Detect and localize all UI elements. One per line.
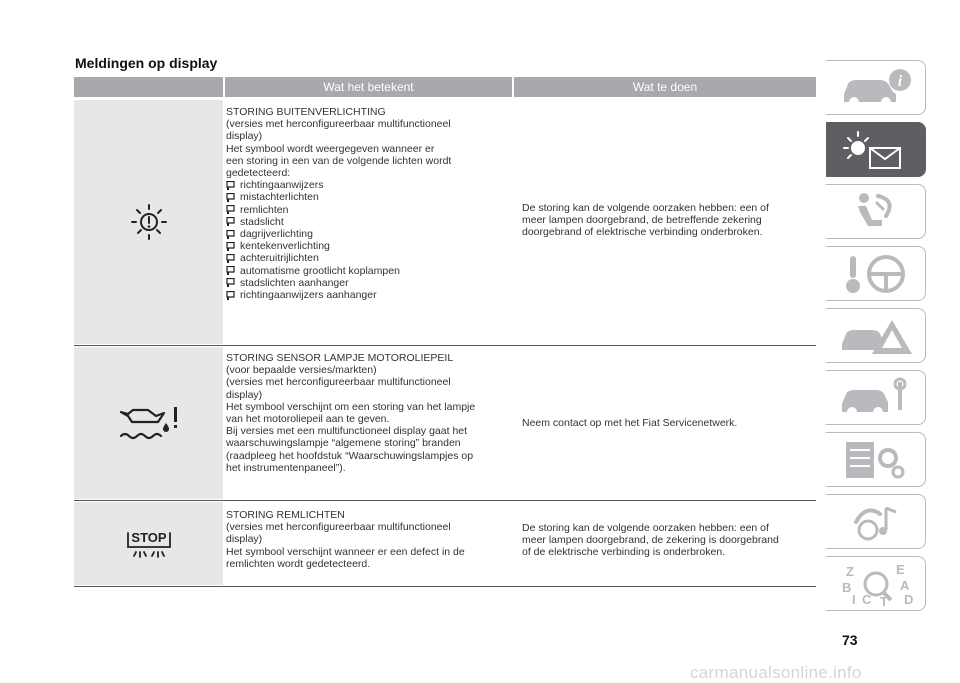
action-line: doorgebrand of elektrische verbinding onderbroken. xyxy=(522,226,763,239)
meaning-line: STORING BUITENVERLICHTING xyxy=(226,106,386,118)
icon-cell xyxy=(74,347,223,499)
header-icon-column xyxy=(74,77,223,97)
action-line: meer lampen doorgebrand, de zekering is doorgebrand xyxy=(522,534,779,547)
list-item-label: stadslichten aanhanger xyxy=(240,276,349,289)
meaning-text xyxy=(226,106,516,301)
meaning-line: een storing in een van de volgende lichten wordt xyxy=(226,154,452,167)
list-item xyxy=(226,252,516,264)
list-item xyxy=(226,265,516,277)
meaning-line: gedetecteerd: xyxy=(226,167,291,180)
action-line: of de elektrische verbinding is onderbroken. xyxy=(522,546,726,559)
list-item xyxy=(226,240,516,252)
safety-tab[interactable] xyxy=(826,184,926,239)
action-text xyxy=(522,522,814,559)
page-title: Meldingen op display xyxy=(75,55,218,71)
index-letter: D xyxy=(903,591,913,606)
watermark: carmanualsonline.info xyxy=(690,663,862,682)
meaning-line: waarschuwingslampje “algemene storing” branden xyxy=(226,437,461,450)
meaning-line: STORING REMLICHTEN xyxy=(226,509,345,521)
technical-data-tab[interactable] xyxy=(826,432,926,487)
list-item-label: mistachterlichten xyxy=(240,191,319,204)
row-divider xyxy=(74,345,816,346)
table-row xyxy=(74,347,816,499)
list-item-label: richtingaanwijzers aanhanger xyxy=(240,289,377,302)
warning-lights-tab-icon xyxy=(836,128,916,172)
meaning-line: van het motoroliepeil aan te geven. xyxy=(226,413,390,426)
list-item xyxy=(226,191,516,203)
meaning-line: (versies met herconfigureerbaar multifunctioneel xyxy=(226,376,451,389)
list-item xyxy=(226,204,516,216)
icon-cell xyxy=(74,502,223,585)
list-item-label: remlichten xyxy=(240,203,289,216)
bulb-icon xyxy=(226,205,235,214)
meaning-line: het instrumentenpaneel”). xyxy=(226,461,346,474)
maintenance-tab-icon xyxy=(836,376,916,420)
bulb-icon xyxy=(226,242,235,251)
meaning-line: Het symbool wordt weergegeven wanneer er xyxy=(226,142,435,155)
action-line: De storing kan de volgende oorzaken hebben: een of xyxy=(522,202,769,214)
starting-driving-tab-icon xyxy=(836,252,916,296)
table-row xyxy=(74,100,816,344)
starting-driving-tab[interactable] xyxy=(826,246,926,301)
bulb-icon xyxy=(226,266,235,275)
index-letter: A xyxy=(899,577,909,593)
action-line: meer lampen doorgebrand, de betreffende zekering xyxy=(522,214,762,227)
meaning-line: (voor bepaalde versies/markten) xyxy=(226,364,377,377)
meaning-line: Het symbool verschijnt om een storing van het lampje xyxy=(226,400,476,413)
action-line: De storing kan de volgende oorzaken hebben: een of xyxy=(522,522,769,534)
index-letter: B xyxy=(841,579,851,595)
car-info-tab[interactable] xyxy=(826,60,926,115)
meaning-line: Bij versies met een multifunctioneel display gaat het xyxy=(226,425,468,438)
bulb-icon xyxy=(226,230,235,239)
row-divider xyxy=(74,586,816,587)
page-number: 73 xyxy=(842,632,858,648)
list-item-label: automatisme grootlicht koplampen xyxy=(240,264,400,277)
meaning-text xyxy=(226,352,516,474)
meaning-line: display) xyxy=(226,533,263,546)
bulb-icon xyxy=(226,254,235,263)
maintenance-tab[interactable] xyxy=(826,370,926,425)
meaning-line: Het symbool verschijnt wanneer er een defect in de xyxy=(226,545,465,558)
oil-level-sensor-icon xyxy=(118,403,180,443)
header-meaning: Wat het betekent xyxy=(225,77,512,97)
meaning-line: (versies met herconfigureerbaar multifunctioneel xyxy=(226,118,451,131)
action-text xyxy=(522,202,814,239)
action-text xyxy=(522,417,814,429)
list-item xyxy=(226,277,516,289)
stop-label: STOP xyxy=(130,529,167,545)
svg-text:i: i xyxy=(897,72,902,90)
list-item xyxy=(226,179,516,191)
meaning-line: (versies met herconfigureerbaar multifunctioneel xyxy=(226,521,451,534)
warning-lights-tab[interactable] xyxy=(826,122,926,177)
emergency-tab[interactable] xyxy=(826,308,926,363)
bulb-icon xyxy=(226,193,235,202)
index-letter: C xyxy=(861,591,871,606)
bulb-icon xyxy=(226,291,235,300)
meaning-line: display) xyxy=(226,388,263,401)
bulb-icon xyxy=(226,217,235,226)
table-row xyxy=(74,502,816,585)
index-tab[interactable] xyxy=(826,556,926,611)
list-item xyxy=(226,228,516,240)
icon-cell xyxy=(74,100,223,344)
header-action: Wat te doen xyxy=(514,77,816,97)
meaning-text xyxy=(226,509,516,570)
meaning-line: display) xyxy=(226,130,263,143)
exterior-light-failure-icon xyxy=(129,202,169,242)
action-line: Neem contact op met het Fiat Servicenetwerk. xyxy=(522,417,738,429)
technical-data-tab-icon xyxy=(836,438,916,482)
list-item-label: kentekenverlichting xyxy=(240,240,330,253)
list-item xyxy=(226,216,516,228)
index-letter: Z xyxy=(845,563,854,579)
bulb-icon xyxy=(226,181,235,190)
meaning-line: remlichten wordt gedetecteerd. xyxy=(226,557,371,570)
index-letter: T xyxy=(879,593,888,606)
multimedia-tab[interactable] xyxy=(826,494,926,549)
meaning-line: STORING SENSOR LAMPJE MOTOROLIEPEIL xyxy=(226,352,454,364)
list-item-label: dagrijverlichting xyxy=(240,228,313,241)
index-letter: I xyxy=(851,591,856,606)
row-divider xyxy=(74,500,816,501)
list-item-label: stadslicht xyxy=(240,215,284,228)
bulb-icon xyxy=(226,278,235,287)
multimedia-tab-icon xyxy=(836,500,916,544)
safety-tab-icon xyxy=(836,190,916,234)
index-letter: E xyxy=(895,561,905,577)
meaning-line: (raadpleeg het hoofdstuk “Waarschuwingslampjes op xyxy=(226,449,474,462)
list-item-label: richtingaanwijzers xyxy=(240,179,324,192)
emergency-tab-icon xyxy=(836,314,916,358)
stop-light-failure-icon xyxy=(126,527,172,561)
list-item-label: achteruitrijlichten xyxy=(240,252,319,265)
car-info-tab-icon xyxy=(836,66,916,110)
index-tab-icon xyxy=(836,562,916,606)
list-item xyxy=(226,289,516,301)
